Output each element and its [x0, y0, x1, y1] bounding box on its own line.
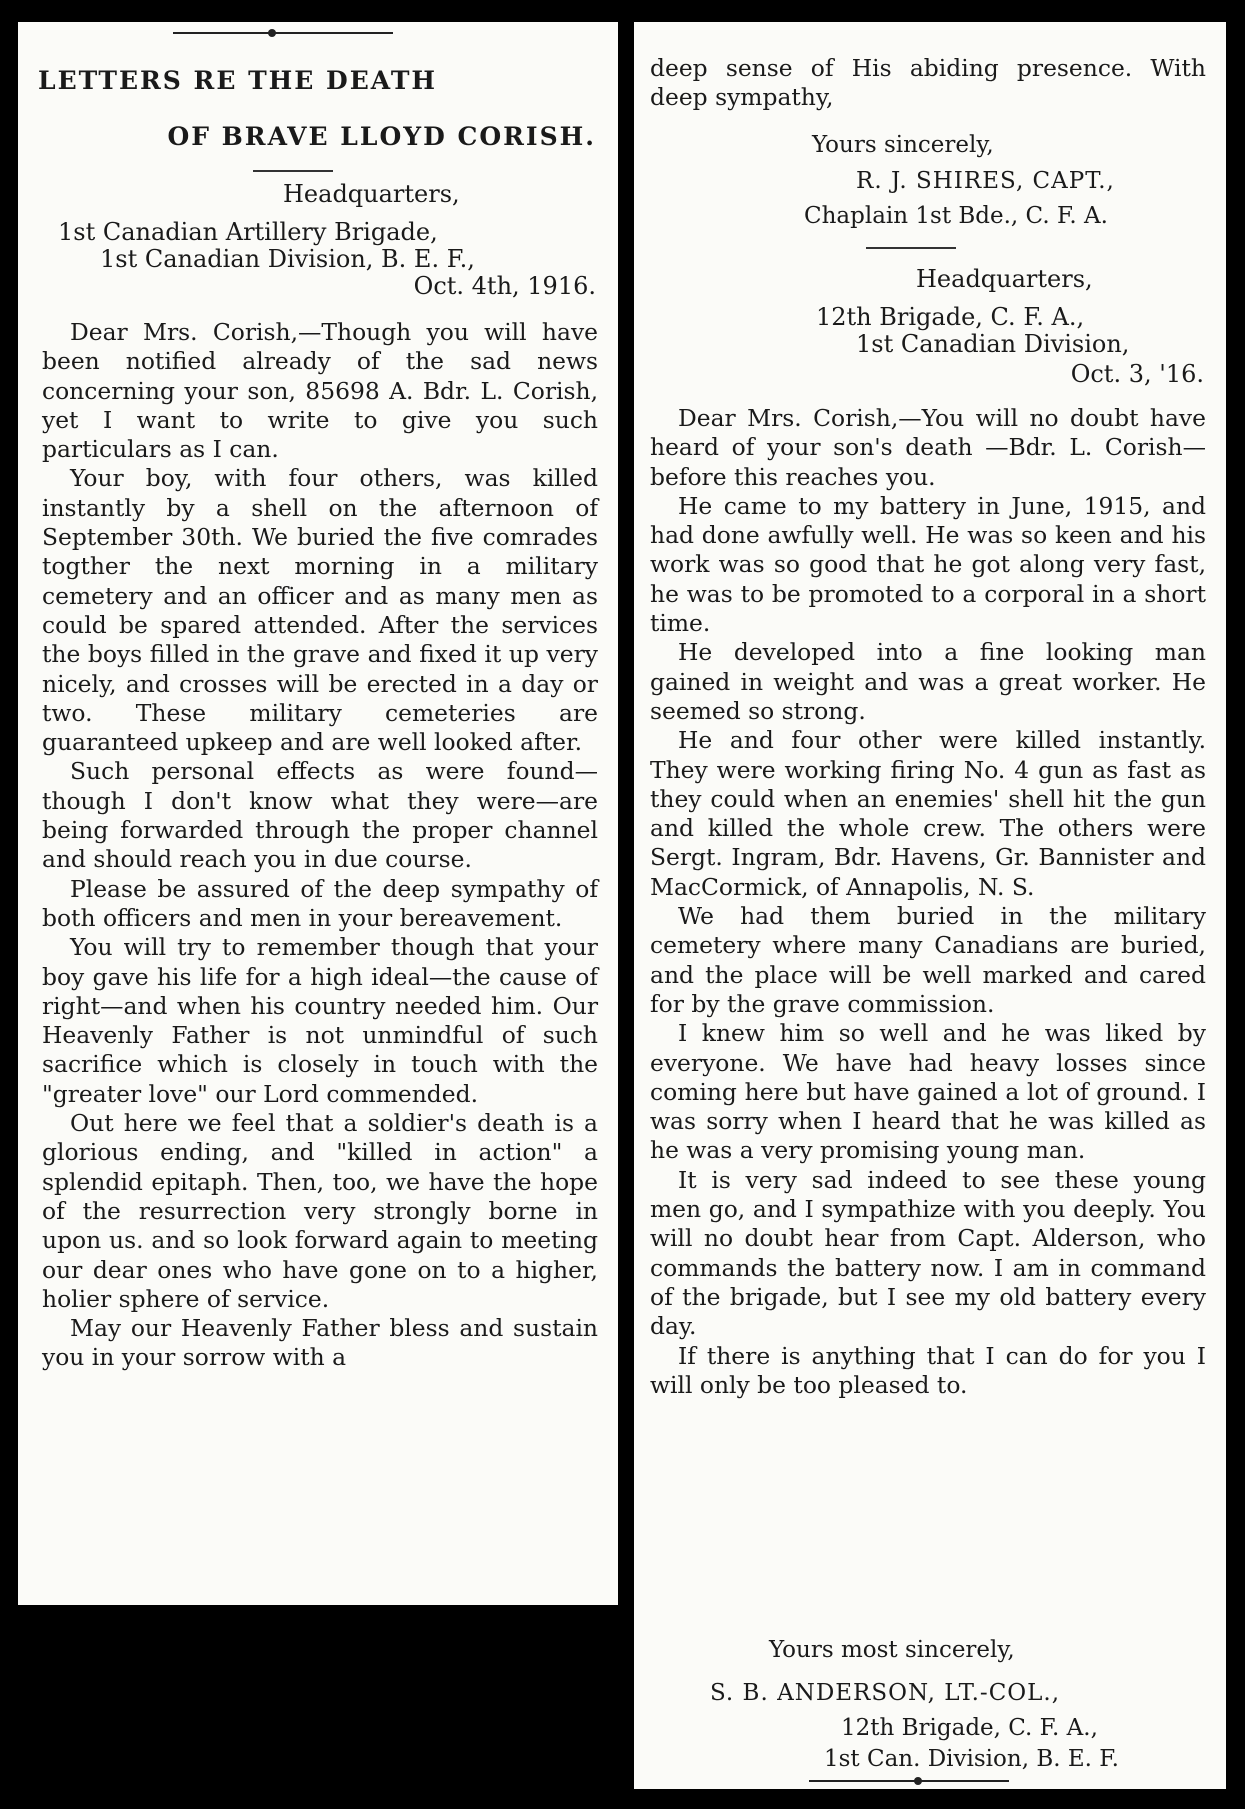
left-paragraph-1: Dear Mrs. Corish,—Though you will have been notified already of the sad news concerning your son, 85698 A. Bdr. L. Corish, yet I want to write to give you such particulars as I can. — [42, 318, 598, 464]
signer2-title2: 1st Can. Division, B. E. F. — [824, 1746, 1119, 1772]
left-column — [18, 22, 618, 1605]
left-address-line3: 1st Canadian Division, B. E. F., — [100, 245, 475, 273]
signer1-title: Chaplain 1st Bde., C. F. A. — [804, 203, 1108, 229]
signer2-title1: 12th Brigade, C. F. A., — [841, 1715, 1098, 1741]
top-ornament-dot — [268, 29, 276, 37]
left-paragraph-7: May our Heavenly Father bless and sustain you in your sorrow with a — [42, 1314, 598, 1372]
headline-line2: OF BRAVE LLOYD CORISH. — [167, 122, 596, 151]
signer1-name: R. J. SHIRES, CAPT., — [856, 168, 1115, 194]
left-paragraph-3: Such personal effects as were found—though I don't know what they were—are being forwarded through the proper channel and should reach you in due course. — [42, 757, 598, 874]
right-paragraph-5: We had them buried in the military cemetery where many Canadians are buried, and the place will be well marked and cared for by the grave commission. — [650, 902, 1206, 1018]
bottom-ornament-rule — [809, 1780, 1009, 1782]
left-paragraph-4: Please be assured of the deep sympathy of both officers and men in your bereavement. — [42, 874, 598, 932]
left-address-date: Oct. 4th, 1916. — [413, 272, 596, 300]
right-column — [634, 22, 1226, 1789]
headline-line1: LETTERS RE THE DEATH — [38, 66, 438, 95]
right-continued-paragraph: deep sense of His abiding presence. With deep sympathy, — [650, 54, 1206, 112]
right-paragraph-6: I knew him so well and he was liked by everyone. We have had heavy losses since coming here but have gained a lot of ground. I was sorry when I heard that he was killed as he was a very promising young man. — [650, 1019, 1206, 1165]
right-paragraph-1: Dear Mrs. Corish,—You will no doubt have heard of your son's death —Bdr. L. Corish—before this reaches you. — [650, 404, 1206, 491]
right-address-line3: 1st Canadian Division, — [856, 330, 1130, 358]
left-address-line2: 1st Canadian Artillery Brigade, — [58, 218, 438, 246]
left-paragraph-5: You will try to remember though that your boy gave his life for a high ideal—the cause of right—and when his country needed him. Our Heavenly Father is not unmindful of such sacrifice which is closely in touch with the "greater love" our Lord commended. — [42, 933, 598, 1108]
closing-yours-most-sincerely: Yours most sincerely, — [769, 1637, 1015, 1663]
left-paragraph-2: Your boy, with four others, was killed instantly by a shell on the afternoon of September 30th. We buried the five comrades togther the next morning in a military cemetery and an officer and as many men as could be spared attended. After the services the boys filled in the grave and fixed it up very nicely, and crosses will be erected in a day or two. These military cemeteries are guaranteed upkeep and are well looked after. — [42, 464, 598, 757]
right-paragraph-3: He developed into a fine looking man gained in weight and was a great worker. He seemed so strong. — [650, 638, 1206, 725]
right-continued-text — [650, 54, 1206, 113]
left-letter-body — [42, 318, 598, 1373]
closing-yours-sincerely: Yours sincerely, — [812, 132, 994, 158]
right-paragraph-8: If there is anything that I can do for you I will only be too pleased to. — [650, 1341, 1206, 1399]
right-paragraph-7: It is very sad indeed to see these young men go, and I sympathize with you deeply. You will no doubt hear from Capt. Alderson, who commands the battery now. I am in command of the brigade, but I see my old battery every day. — [650, 1165, 1206, 1341]
left-paragraph-6: Out here we feel that a soldier's death is a glorious ending, and "killed in action" a splendid epitaph. Then, too, we have the hope of the resurrection very strongly borne in upon us. and so look forward again to meeting our dear ones who have gone on to a higher, holier sphere of service. — [42, 1109, 598, 1313]
right-address-date: Oct. 3, '16. — [1070, 360, 1204, 388]
right-paragraph-2: He came to my battery in June, 1915, and had done awfully well. He was so keen and his work was so good that he got along very fast, he was to be promoted to a corporal in a short time. — [650, 491, 1206, 638]
right-address-line2: 12th Brigade, C. F. A., — [816, 303, 1085, 331]
left-address-line1: Headquarters, — [283, 180, 460, 208]
right-paragraph-4: He and four other were killed instantly. They were working firing No. 4 gun as fast as they could when an enemies' shell hit the gun and killed the whole crew. The others were Sergt. Ingram, Bdr. Havens, Gr. Bannister and MacCormick, of Annapolis, N. S. — [650, 726, 1206, 901]
bottom-ornament-dot — [914, 1777, 922, 1785]
signer2-name: S. B. ANDERSON, LT.-COL., — [710, 1680, 1061, 1706]
headline-separator — [253, 170, 333, 172]
right-address-line1: Headquarters, — [916, 265, 1093, 293]
top-ornament-rule — [173, 32, 393, 34]
right-separator — [866, 247, 956, 249]
right-letter-body — [650, 404, 1206, 1400]
